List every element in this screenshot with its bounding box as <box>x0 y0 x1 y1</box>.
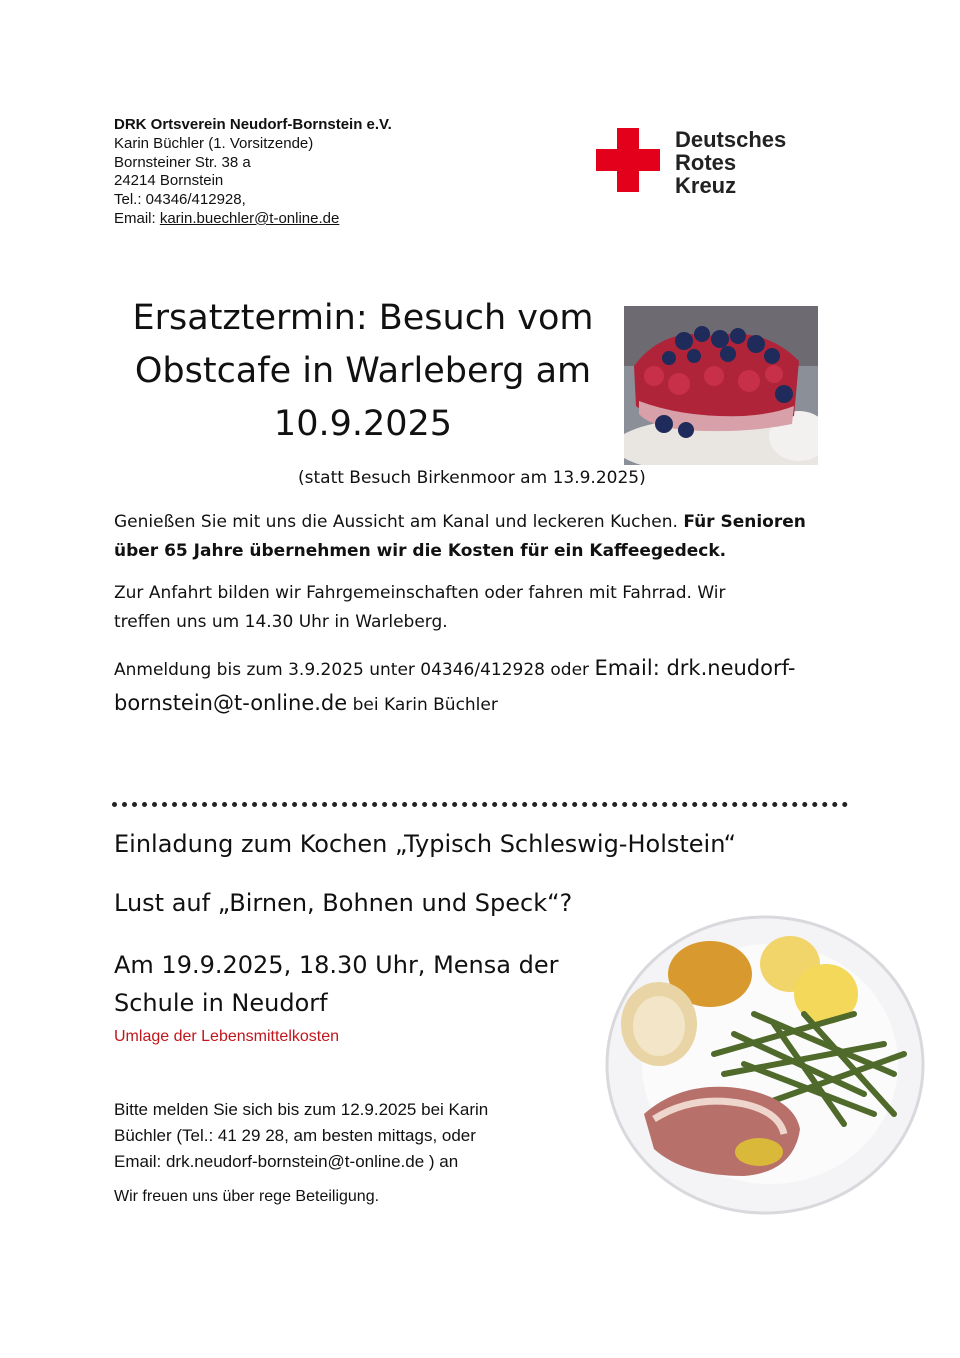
sender-org: DRK Ortsverein Neudorf-Bornstein e.V. <box>114 116 392 133</box>
event2-date <box>114 946 584 1022</box>
sender-email-label: Email: <box>114 209 160 227</box>
event1-p3-email[interactable]: bornstein@t-online.de <box>114 691 348 715</box>
sender-address <box>114 116 392 229</box>
event1-p3-email-label: Email: drk.neudorf- <box>594 656 796 680</box>
event2-cost-note: Umlage der Lebensmittelkosten <box>114 1028 340 1045</box>
event1-title <box>120 292 606 451</box>
sender-email-link[interactable]: karin.buechler@t-online.de <box>159 209 340 227</box>
dotted-divider <box>112 802 848 807</box>
cake-photo <box>624 306 818 465</box>
drk-logo <box>596 128 806 198</box>
logo-word-2: Rotes <box>675 150 737 175</box>
event1-p3-a: Anmeldung bis zum 3.9.2025 unter 04346/412928 oder <box>114 660 595 680</box>
event1-note: (statt Besuch Birkenmoor am 13.9.2025) <box>298 468 646 488</box>
plate-photo <box>604 914 926 1216</box>
event1-title-line1: Ersatztermin: Besuch vom <box>132 298 594 338</box>
event1-p2-line1: Zur Anfahrt bilden wir Fahrgemeinschaften oder fahren mit Fahrrad. Wir <box>114 583 726 603</box>
event2-heading: Einladung zum Kochen „Typisch Schleswig-Holstein“ <box>114 830 737 858</box>
event2-date-line1: Am 19.9.2025, 18.30 Uhr, Mensa der <box>114 951 559 979</box>
event1-p1-bold-a: Für Senioren <box>683 512 806 532</box>
event1-paragraph-2 <box>114 579 844 637</box>
sender-city: 24214 Bornstein <box>114 172 224 190</box>
event2-contact-line1: Bitte melden Sie sich bis zum 12.9.2025 bei Karin <box>114 1100 489 1119</box>
event1-p1-text: Genießen Sie mit uns die Aussicht am Kanal und leckeren Kuchen. <box>114 512 684 532</box>
event2-thanks: Wir freuen uns über rege Beteiligung. <box>114 1188 380 1205</box>
sender-name: Karin Büchler (1. Vorsitzende) <box>114 134 314 152</box>
event1-paragraph-1 <box>114 508 844 566</box>
event1-p1-bold-b: über 65 Jahre übernehmen wir die Kosten für ein Kaffeegedeck. <box>114 541 727 561</box>
logo-word-1: Deutsches <box>675 127 787 152</box>
event2-contact-line3: Email: drk.neudorf-bornstein@t-online.de ) an <box>114 1152 459 1171</box>
logo-word-3: Kreuz <box>675 173 737 198</box>
event2-date-line2: Schule in Neudorf <box>114 989 328 1017</box>
sender-email-line <box>114 210 392 229</box>
event2-question: Lust auf „Birnen, Bohnen und Speck“? <box>114 889 573 917</box>
event1-p2-line2: treffen uns um 14.30 Uhr in Warleberg. <box>114 612 448 632</box>
event1-p3-d: bei Karin Büchler <box>347 695 498 715</box>
sender-phone: Tel.: 04346/412928, <box>114 191 246 209</box>
event1-title-line2: Obstcafe in Warleberg am <box>134 351 592 391</box>
event2-contact <box>114 1097 584 1175</box>
red-cross-icon-bar <box>596 149 660 171</box>
event1-title-line3: 10.9.2025 <box>273 404 453 444</box>
sender-street: Bornsteiner Str. 38 a <box>114 153 251 171</box>
event1-paragraph-3 <box>114 652 844 722</box>
event2-contact-line2: Büchler (Tel.: 41 29 28, am besten mittags, oder <box>114 1126 476 1145</box>
